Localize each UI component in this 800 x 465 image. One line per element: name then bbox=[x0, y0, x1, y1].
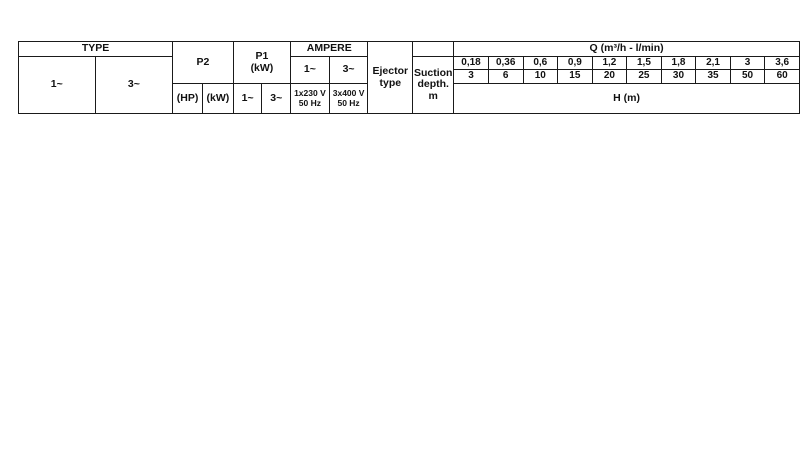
q-lmin-cell: 50 bbox=[730, 70, 764, 84]
q-lmin-cell: 60 bbox=[765, 70, 800, 84]
q-m3h-cell: 3 bbox=[730, 57, 764, 70]
pump-performance-table-container bbox=[18, 41, 800, 114]
q-m3h-cell: 0,9 bbox=[558, 57, 593, 70]
ejector-type-header bbox=[368, 42, 413, 114]
ejector-label-2: type bbox=[379, 76, 402, 89]
suction-depth-header bbox=[413, 57, 454, 114]
p1-three-phase-header: 3~ bbox=[262, 84, 291, 114]
amp1-hz: 50 Hz bbox=[298, 97, 322, 108]
q-lmin-cell: 30 bbox=[661, 70, 696, 84]
amp1-volt: 1x230 V bbox=[294, 88, 326, 99]
q-lmin-cell: 10 bbox=[523, 70, 558, 84]
q-lmin-cell: 6 bbox=[488, 70, 523, 84]
ampere-three-phase-voltage bbox=[329, 84, 368, 114]
p1-header bbox=[233, 42, 290, 84]
suction-header-top bbox=[413, 42, 454, 57]
q-m3h-cell: 1,8 bbox=[661, 57, 696, 70]
ampere-single-phase-voltage bbox=[291, 84, 330, 114]
ampere-three-phase-header: 3~ bbox=[329, 57, 368, 84]
three-phase-header: 3~ bbox=[95, 57, 173, 114]
p1-unit: (kW) bbox=[250, 61, 274, 74]
amp3-hz: 50 Hz bbox=[337, 97, 360, 108]
q-m3h-cell: 3,6 bbox=[765, 57, 800, 70]
p1-single-phase-header: 1~ bbox=[233, 84, 262, 114]
q-lmin-cell: 15 bbox=[558, 70, 593, 84]
suction-label-2: depth. bbox=[417, 78, 449, 91]
q-header: Q (m³/h - l/min) bbox=[454, 42, 800, 57]
q-lmin-cell: 3 bbox=[454, 70, 489, 84]
q-m3h-cell: 0,6 bbox=[523, 57, 558, 70]
q-m3h-cell: 0,36 bbox=[488, 57, 523, 70]
ejector-label-1: Ejector bbox=[372, 65, 409, 78]
p2-hp-header: (HP) bbox=[173, 84, 203, 114]
q-lmin-cell: 25 bbox=[627, 70, 662, 84]
q-lmin-cell: 35 bbox=[696, 70, 731, 84]
q-m3h-cell: 1,5 bbox=[627, 57, 662, 70]
ampere-single-phase-header: 1~ bbox=[291, 57, 330, 84]
p1-label: P1 bbox=[255, 50, 269, 63]
q-lmin-cell: 20 bbox=[592, 70, 627, 84]
p2-kw-header: (kW) bbox=[202, 84, 233, 114]
q-m3h-cell: 1,2 bbox=[592, 57, 627, 70]
suction-label-3: m bbox=[428, 89, 438, 102]
q-m3h-cell: 2,1 bbox=[696, 57, 731, 70]
ampere-header: AMPERE bbox=[291, 42, 368, 57]
p2-header: P2 bbox=[173, 42, 234, 84]
suction-label-1: Suction bbox=[413, 67, 453, 80]
h-header: H (m) bbox=[454, 84, 800, 114]
amp3-volt: 3x400 V bbox=[332, 88, 365, 99]
single-phase-header: 1~ bbox=[19, 57, 96, 114]
q-m3h-cell: 0,18 bbox=[454, 57, 489, 70]
pump-performance-table bbox=[18, 41, 800, 114]
type-header: TYPE bbox=[19, 42, 173, 57]
